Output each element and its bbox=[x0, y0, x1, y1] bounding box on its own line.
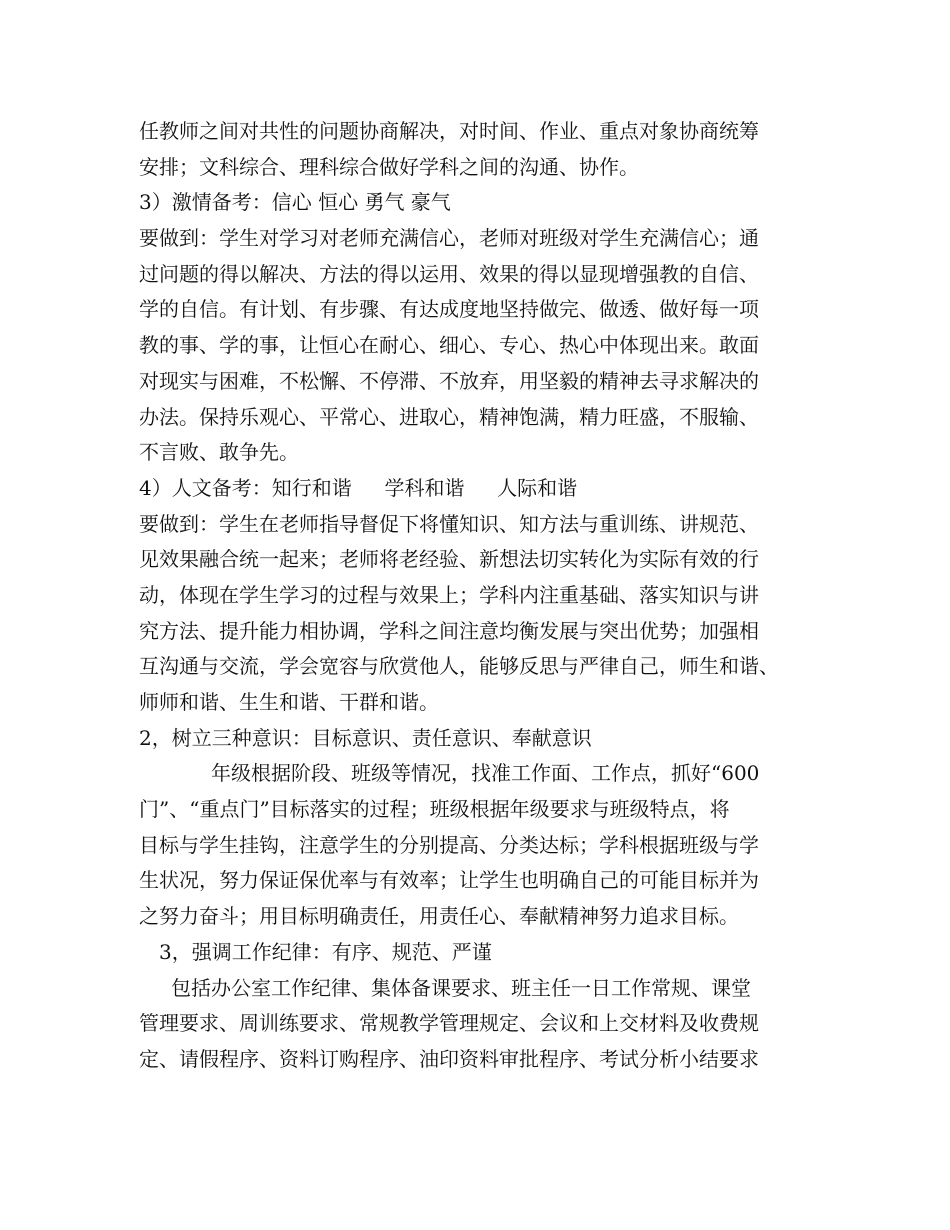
text-line: 定、请假程序、资料订购程序、油印资料审批程序、考试分析小结要求 bbox=[139, 1046, 759, 1071]
text-line: 见效果融合统一起来；老师将老经验、新想法切实转化为实际有效的行 bbox=[139, 547, 759, 572]
text-line: 办法。保持乐观心、平常心、进取心，精神饱满，精力旺盛，不服输、 bbox=[139, 404, 759, 429]
section-heading: 3）激情备考：信心 恒心 勇气 豪气 bbox=[139, 190, 451, 215]
section-heading: 4）人文备考：知行和谐 学科和谐 人际和谐 bbox=[139, 475, 578, 500]
text-line: 互沟通与交流，学会宽容与欣赏他人，能够反思与严律自己，师生和谐、 bbox=[139, 654, 779, 679]
text-line: 要做到：学生在老师指导督促下将懂知识、知方法与重训练、讲规范、 bbox=[139, 511, 759, 536]
text-line: 管理要求、周训练要求、常规教学管理规定、会议和上交材料及收费规 bbox=[139, 1011, 759, 1036]
text-line: 不言败、敢争先。 bbox=[139, 440, 299, 465]
text-line: 年级根据阶段、班级等情况，找准工作面、工作点，抓好“600 bbox=[211, 761, 760, 786]
text-line: 生状况，努力保证保优率与有效率；让学生也明确自己的可能目标并为 bbox=[139, 868, 759, 893]
body-text bbox=[139, 114, 839, 1078]
text-line: 要做到：学生对学习对老师充满信心，老师对班级对学生充满信心；通 bbox=[139, 226, 759, 251]
text-line: 任教师之间对共性的问题协商解决，对时间、作业、重点对象协商统筹 bbox=[139, 119, 759, 143]
text-line: 对现实与困难，不松懈、不停滞、不放弃，用坚毅的精神去寻求解决的 bbox=[139, 368, 759, 393]
text-line: 教的事、学的事，让恒心在耐心、细心、专心、热心中体现出来。敢面 bbox=[139, 333, 759, 358]
text-line: 目标与学生挂钩，注意学生的分别提高、分类达标；学科根据班级与学 bbox=[139, 832, 759, 857]
text-line: 究方法、提升能力相协调，学科之间注意均衡发展与突出优势；加强相 bbox=[139, 618, 759, 643]
text-line: 师师和谐、生生和谐、干群和谐。 bbox=[139, 690, 439, 714]
text-line: 学的自信。有计划、有步骤、有达成度地坚持做完、做透、做好每一项 bbox=[139, 297, 759, 322]
section-heading: 2，树立三种意识：目标意识、责任意识、奉献意识 bbox=[139, 725, 592, 750]
text-line: 门”、“重点门”目标落实的过程；班级根据年级要求与班级特点，将 bbox=[139, 797, 730, 822]
text-line: 安排；文科综合、理科综合做好学科之间的沟通、协作。 bbox=[139, 154, 639, 179]
text-line: 包括办公室工作纪律、集体备课要求、班主任一日工作常规、课堂 bbox=[171, 975, 751, 1000]
text-line: 过问题的得以解决、方法的得以运用、效果的得以显现增强教的自信、 bbox=[139, 261, 759, 286]
text-line: 之努力奋斗；用目标明确责任，用责任心、奉献精神努力追求目标。 bbox=[139, 904, 739, 929]
text-line: 动，体现在学生学习的过程与效果上；学科内注重基础、落实知识与讲 bbox=[139, 582, 759, 607]
section-heading: 3，强调工作纪律：有序、规范、严谨 bbox=[159, 939, 492, 964]
